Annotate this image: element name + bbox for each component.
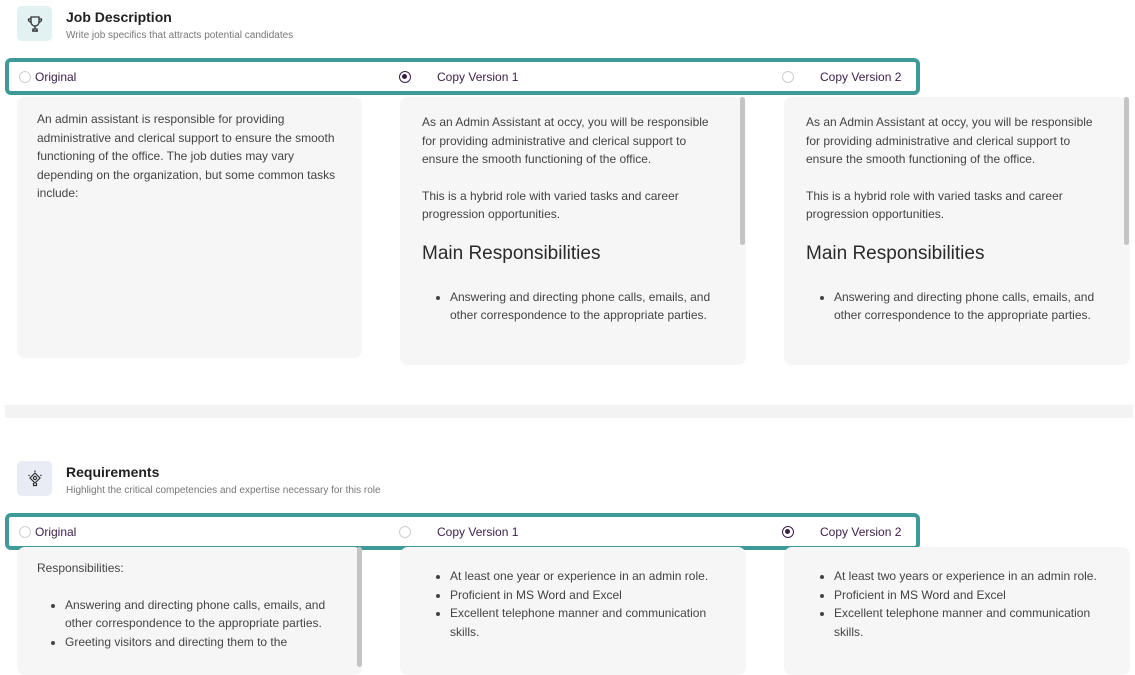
- scrollbar-thumb[interactable]: [1124, 97, 1129, 245]
- original-text-panel[interactable]: [17, 547, 362, 675]
- option-label: Copy Version 2: [820, 524, 902, 539]
- version-selector: [5, 513, 920, 550]
- job-description-header: [17, 6, 293, 41]
- option-label: Original: [35, 69, 77, 84]
- list-item: • At least two years or experience in an admin role.: [834, 567, 1108, 586]
- option-copy-version-2[interactable]: [782, 517, 901, 546]
- bullet-list: [422, 288, 724, 325]
- list-item: • Answering and directing phone calls, emails, and other correspondence to the appropriate parties.: [450, 288, 724, 325]
- requirements-header: [17, 461, 381, 496]
- panel-heading: Main Responsibilities: [422, 242, 601, 264]
- option-label: Copy Version 1: [437, 69, 519, 84]
- option-copy-version-2[interactable]: [782, 62, 901, 91]
- option-copy-version-1[interactable]: [399, 517, 518, 546]
- list-item: • Answering and directing phone calls, emails, and other correspondence to the appropriate parties.: [65, 596, 342, 633]
- scrollbar-thumb[interactable]: [740, 97, 745, 245]
- copy-version-2-panel[interactable]: [784, 97, 1130, 365]
- requirements-section: [0, 455, 1135, 675]
- copy-version-2-panel[interactable]: [784, 547, 1130, 675]
- bullet-list: [806, 567, 1108, 641]
- panel-paragraph: This is a hybrid role with varied tasks and career progression opportunities.: [422, 188, 679, 221]
- radio-button[interactable]: [19, 71, 31, 83]
- version-selector: [5, 58, 920, 95]
- bullet-list: [37, 596, 342, 652]
- original-text-panel[interactable]: [17, 97, 362, 358]
- radio-button-selected[interactable]: [782, 526, 794, 538]
- radio-button[interactable]: [782, 71, 794, 83]
- list-item: • Greeting visitors and directing them to the: [65, 633, 342, 652]
- lightbulb-icon: [17, 461, 52, 496]
- panel-paragraph: As an Admin Assistant at occy, you will be responsible for providing administrative and clerical support to ensure the smooth functioning of the office.: [806, 115, 1093, 166]
- copy-version-1-panel[interactable]: [400, 97, 746, 365]
- option-original[interactable]: [19, 517, 76, 546]
- copy-version-1-panel[interactable]: [400, 547, 746, 675]
- radio-button[interactable]: [19, 526, 31, 538]
- section-title: Requirements: [66, 464, 160, 480]
- option-label: Copy Version 1: [437, 524, 519, 539]
- list-item: • Answering and directing phone calls, emails, and other correspondence to the appropriate parties.: [834, 288, 1108, 325]
- panel-paragraph: This is a hybrid role with varied tasks and career progression opportunities.: [806, 188, 1063, 221]
- section-divider: [5, 405, 1133, 418]
- section-subtitle: Write job specifics that attracts potential candidates: [66, 30, 294, 41]
- section-title: Job Description: [66, 9, 172, 25]
- section-subtitle: Highlight the critical competencies and expertise necessary for this role: [66, 485, 381, 496]
- bullet-list: [422, 567, 724, 641]
- bullet-list: [806, 288, 1108, 325]
- list-item: • Proficient in MS Word and Excel: [834, 586, 1108, 605]
- list-item: • Proficient in MS Word and Excel: [450, 586, 724, 605]
- option-original[interactable]: [19, 62, 76, 91]
- panel-paragraph: Responsibilities:: [37, 561, 124, 575]
- panel-heading: Main Responsibilities: [806, 242, 985, 264]
- radio-button[interactable]: [399, 526, 411, 538]
- option-label: Copy Version 2: [820, 69, 902, 84]
- radio-button-selected[interactable]: [399, 71, 411, 83]
- list-item: • At least one year or experience in an admin role.: [450, 567, 724, 586]
- panel-paragraph: As an Admin Assistant at occy, you will be responsible for providing administrative and clerical support to ensure the smooth functioning of the office.: [422, 115, 709, 166]
- list-item: • Excellent telephone manner and communication skills.: [834, 604, 1108, 641]
- list-item: • Excellent telephone manner and communication skills.: [450, 604, 724, 641]
- scrollbar-thumb[interactable]: [357, 547, 362, 667]
- panel-paragraph: An admin assistant is responsible for providing administrative and clerical support to ensure the smooth functioning of the office. The job duties may vary depending on the organization, but some common tasks include:: [37, 112, 336, 200]
- option-copy-version-1[interactable]: [399, 62, 518, 91]
- trophy-icon: [17, 6, 52, 41]
- option-label: Original: [35, 524, 77, 539]
